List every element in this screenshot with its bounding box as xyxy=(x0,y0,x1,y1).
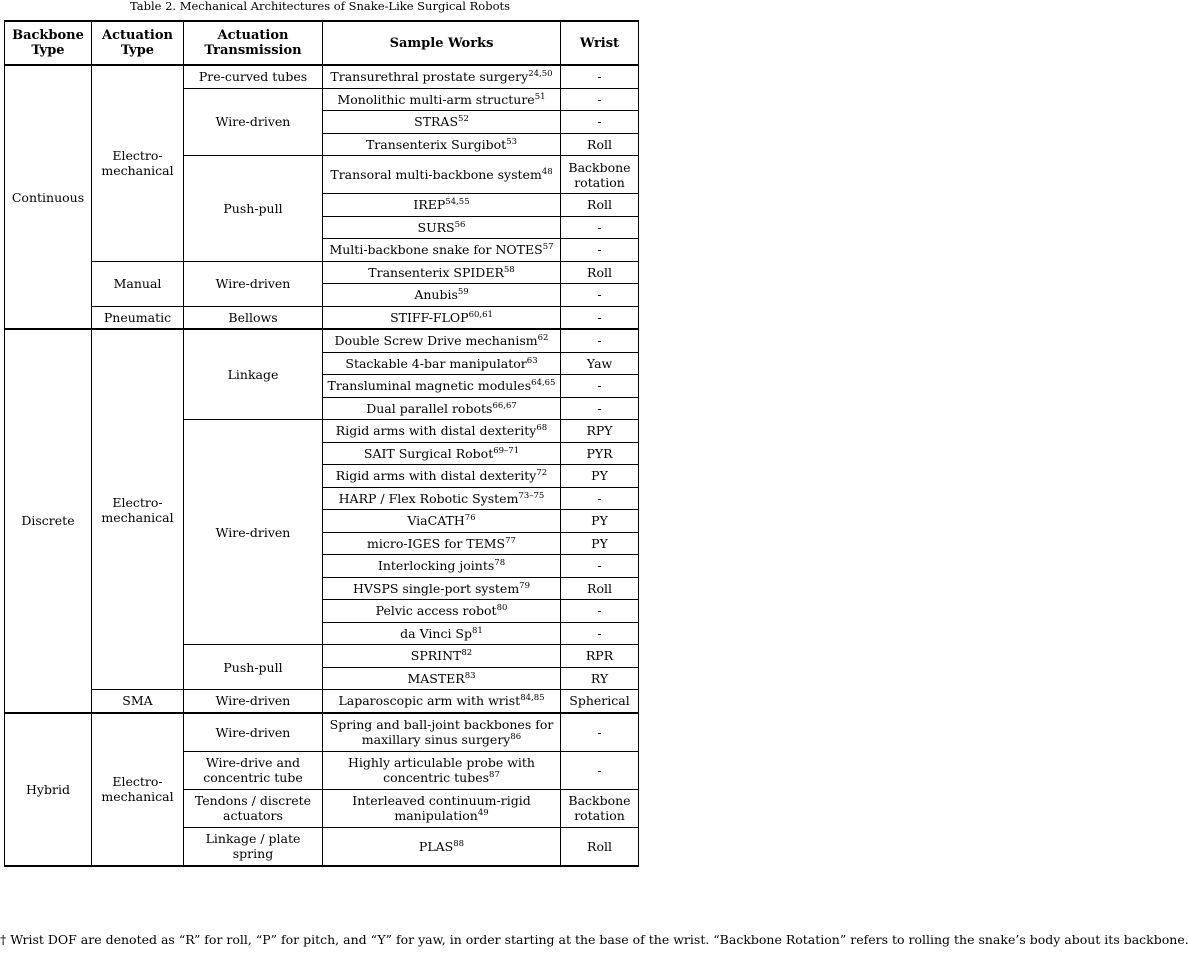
table-caption: Table 2. Mechanical Architectures of Snake-Like Surgical Robots xyxy=(129,0,511,13)
work-cell: Transluminal magnetic modules$^{64,65}$ xyxy=(323,375,561,398)
work-cell: IREP$^{54,55}$ xyxy=(323,194,561,217)
backbone-discrete: Discrete xyxy=(5,329,92,713)
wrist-cell: RPY xyxy=(561,420,639,443)
transmission-wire-driven: Wire-driven xyxy=(184,420,323,645)
backbone-hybrid: Hybrid xyxy=(5,713,92,866)
table-footnote: † Wrist DOF are denoted as “R” for roll, “P” for pitch, and “Y” for yaw, in order starting at the base of the wrist. “Backbone Rotation” refers to rolling the snake’s body about its backbone. xyxy=(0,932,1189,947)
work-cell: ViaCATH$^{76}$ xyxy=(323,510,561,533)
work-cell: Rigid arms with distal dexterity$^{68}$ xyxy=(323,420,561,443)
wrist-cell: - xyxy=(561,65,639,88)
actuation-manual: Manual xyxy=(92,261,184,306)
wrist-cell: RPR xyxy=(561,645,639,668)
wrist-cell: - xyxy=(561,622,639,645)
wrist-cell: Roll xyxy=(561,133,639,156)
work-cell: SAIT Surgical Robot$^{69-71}$ xyxy=(323,442,561,465)
wrist-cell: Roll xyxy=(561,577,639,600)
work-cell: Highly articulable probe with concentric tubes$^{87}$ xyxy=(323,751,561,789)
header-wrist: Wrist xyxy=(561,21,639,65)
work-cell: HVSPS single-port system$^{79}$ xyxy=(323,577,561,600)
work-cell: Dual parallel robots$^{66,67}$ xyxy=(323,397,561,420)
wrist-cell: PY xyxy=(561,465,639,488)
transmission-linkage-plate: Linkage / plate spring xyxy=(184,827,323,866)
work-cell: Transenterix SPIDER$^{58}$ xyxy=(323,261,561,284)
wrist-cell: - xyxy=(561,375,639,398)
work-cell: Stackable 4-bar manipulator$^{63}$ xyxy=(323,352,561,375)
wrist-cell: Roll xyxy=(561,261,639,284)
wrist-cell: - xyxy=(561,751,639,789)
work-cell: MASTER$^{83}$ xyxy=(323,667,561,690)
transmission-precurved-tubes: Pre-curved tubes xyxy=(184,65,323,88)
actuation-electromechanical-continuous: Electro-mechanical xyxy=(92,65,184,261)
work-cell: PLAS$^{88}$ xyxy=(323,827,561,866)
wrist-cell: Backbone rotation xyxy=(561,789,639,827)
work-cell: Laparoscopic arm with wrist$^{84,85}$ xyxy=(323,690,561,713)
header-backbone-type: Backbone Type xyxy=(5,21,92,65)
wrist-cell: RY xyxy=(561,667,639,690)
work-cell: HARP / Flex Robotic System$^{73-75}$ xyxy=(323,487,561,510)
wrist-cell: Spherical xyxy=(561,690,639,713)
wrist-cell: - xyxy=(561,111,639,134)
transmission-push-pull: Push-pull xyxy=(184,645,323,690)
wrist-cell: PY xyxy=(561,532,639,555)
work-cell: Spring and ball-joint backbones for maxillary sinus surgery$^{86}$ xyxy=(323,713,561,752)
transmission-bellows: Bellows xyxy=(184,306,323,329)
actuation-electromechanical-hybrid: Electro-mechanical xyxy=(92,713,184,866)
transmission-wire-driven: Wire-driven xyxy=(184,690,323,713)
wrist-cell: - xyxy=(561,284,639,307)
work-cell: STIFF-FLOP$^{60,61}$ xyxy=(323,306,561,329)
work-cell: Anubis$^{59}$ xyxy=(323,284,561,307)
transmission-wire-driven: Wire-driven xyxy=(184,88,323,156)
transmission-wire-drive-concentric: Wire-drive and concentric tube xyxy=(184,751,323,789)
work-cell: STRAS$^{52}$ xyxy=(323,111,561,134)
wrist-cell: - xyxy=(561,555,639,578)
header-actuation-transmission: Actuation Transmission xyxy=(184,21,323,65)
wrist-cell: Backbone rotation xyxy=(561,156,639,194)
header-actuation-type: Actuation Type xyxy=(92,21,184,65)
transmission-linkage: Linkage xyxy=(184,329,323,420)
work-cell: Interlocking joints$^{78}$ xyxy=(323,555,561,578)
actuation-pneumatic: Pneumatic xyxy=(92,306,184,329)
wrist-cell: - xyxy=(561,600,639,623)
work-cell: Monolithic multi-arm structure$^{51}$ xyxy=(323,88,561,111)
transmission-wire-driven: Wire-driven xyxy=(184,261,323,306)
wrist-cell: - xyxy=(561,239,639,262)
actuation-sma: SMA xyxy=(92,690,184,713)
work-cell: SURS$^{56}$ xyxy=(323,216,561,239)
work-cell: Multi-backbone snake for NOTES$^{57}$ xyxy=(323,239,561,262)
work-cell: Double Screw Drive mechanism$^{62}$ xyxy=(323,329,561,352)
wrist-cell: - xyxy=(561,88,639,111)
work-cell: da Vinci Sp$^{81}$ xyxy=(323,622,561,645)
robot-architectures-table xyxy=(4,20,639,867)
work-cell: Rigid arms with distal dexterity$^{72}$ xyxy=(323,465,561,488)
work-cell: micro-IGES for TEMS$^{77}$ xyxy=(323,532,561,555)
wrist-cell: Yaw xyxy=(561,352,639,375)
wrist-cell: - xyxy=(561,329,639,352)
wrist-cell: Roll xyxy=(561,194,639,217)
work-cell: Transoral multi-backbone system$^{48}$ xyxy=(323,156,561,194)
work-cell: Transurethral prostate surgery$^{24,50}$ xyxy=(323,65,561,88)
actuation-electromechanical-discrete: Electro-mechanical xyxy=(92,329,184,690)
wrist-cell: PYR xyxy=(561,442,639,465)
wrist-cell: - xyxy=(561,713,639,752)
wrist-cell: PY xyxy=(561,510,639,533)
work-cell: Pelvic access robot$^{80}$ xyxy=(323,600,561,623)
wrist-cell: - xyxy=(561,306,639,329)
transmission-push-pull: Push-pull xyxy=(184,156,323,262)
work-cell: Interleaved continuum-rigid manipulation$^{49}$ xyxy=(323,789,561,827)
wrist-cell: Roll xyxy=(561,827,639,866)
transmission-tendons-discrete: Tendons / discrete actuators xyxy=(184,789,323,827)
wrist-cell: - xyxy=(561,487,639,510)
work-cell: Transenterix Surgibot$^{53}$ xyxy=(323,133,561,156)
wrist-cell: - xyxy=(561,397,639,420)
transmission-wire-driven: Wire-driven xyxy=(184,713,323,752)
header-sample-works: Sample Works xyxy=(323,21,561,65)
wrist-cell: - xyxy=(561,216,639,239)
backbone-continuous: Continuous xyxy=(5,65,92,329)
work-cell: SPRINT$^{82}$ xyxy=(323,645,561,668)
